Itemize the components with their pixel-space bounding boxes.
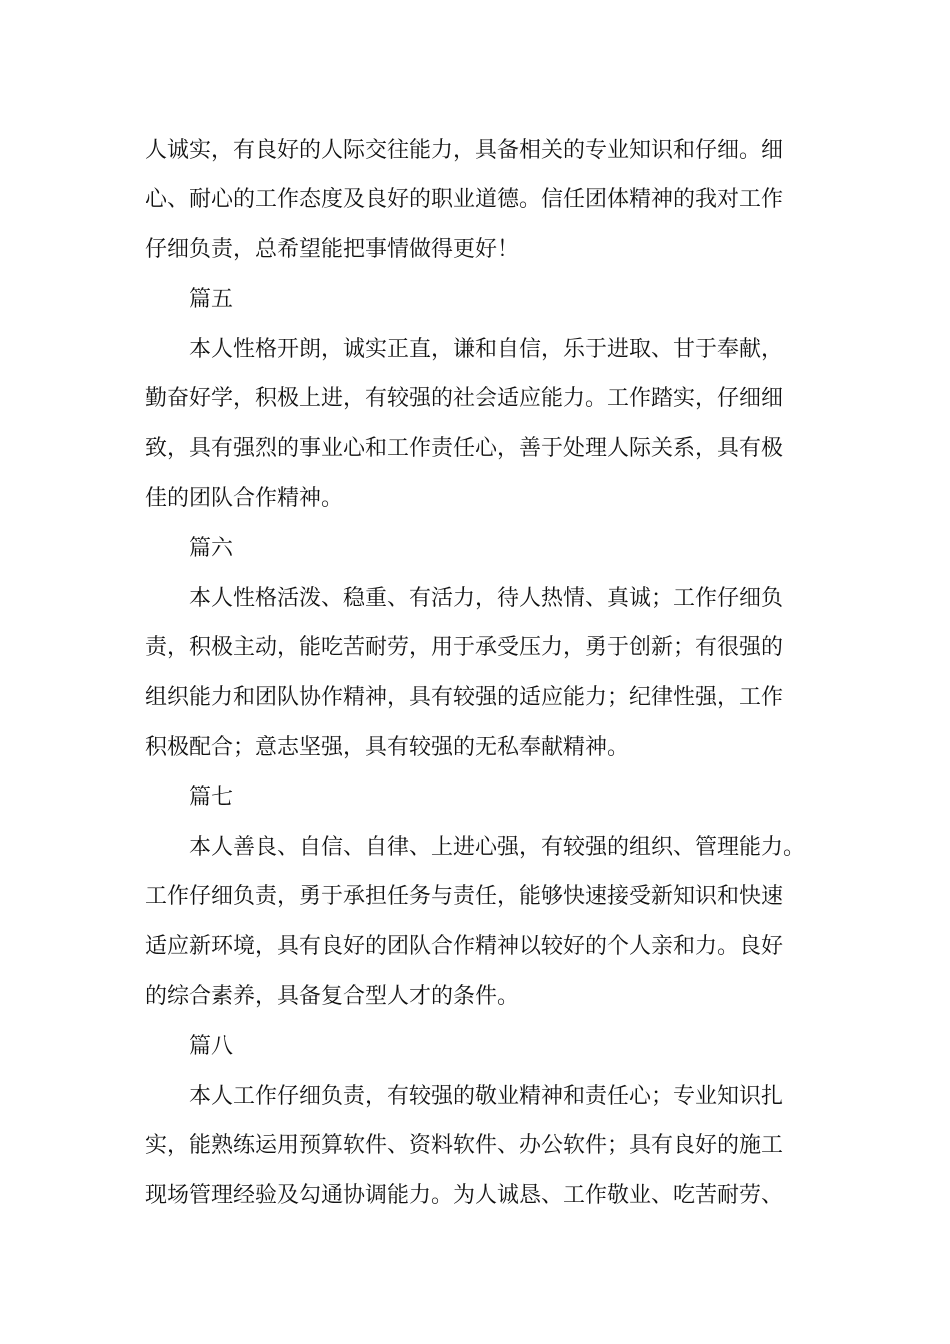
text-line: 责，积极主动，能吃苦耐劳，用于承受压力，勇于创新；有很强的 [145, 635, 784, 660]
text-line: 心、耐心的工作态度及良好的职业道德。信任团体精神的我对工作 [145, 187, 784, 212]
text-line: 的综合素养，具备复合型人才的条件。 [145, 984, 520, 1009]
text-line: 勤奋好学，积极上进，有较强的社会适应能力。工作踏实，仔细细 [145, 386, 784, 411]
text-line: 仔细负责，总希望能把事情做得更好！ [145, 237, 520, 262]
text-line: 现场管理经验及勾通协调能力。为人诚恳、工作敬业、吃苦耐劳、 [145, 1183, 784, 1208]
paragraph-first-line: 本人善良、自信、自律、上进心强，有较强的组织、管理能力。 [189, 835, 806, 860]
section-heading: 篇八 [189, 1034, 234, 1059]
section-heading: 篇五 [189, 287, 234, 312]
text-line: 积极配合；意志坚强，具有较强的无私奉献精神。 [145, 735, 630, 760]
text-line: 佳的团队合作精神。 [145, 486, 344, 511]
text-line: 适应新环境，具有良好的团队合作精神以较好的个人亲和力。良好 [145, 934, 784, 959]
text-line: 人诚实，有良好的人际交往能力，具备相关的专业知识和仔细。细 [145, 138, 784, 163]
text-line: 致，具有强烈的事业心和工作责任心，善于处理人际关系，具有极 [145, 436, 784, 461]
paragraph-first-line: 本人工作仔细负责，有较强的敬业精神和责任心；专业知识扎 [189, 1084, 784, 1109]
text-line: 组织能力和团队协作精神，具有较强的适应能力；纪律性强，工作 [145, 685, 784, 710]
section-heading: 篇六 [189, 536, 234, 561]
paragraph-first-line: 本人性格活泼、稳重、有活力，待人热情、真诚；工作仔细负 [189, 586, 784, 611]
text-line: 工作仔细负责，勇于承担任务与责任，能够快速接受新知识和快速 [145, 884, 784, 909]
paragraph-first-line: 本人性格开朗，诚实正直，谦和自信，乐于进取、甘于奉献， [189, 337, 784, 362]
text-line: 实，能熟练运用预算软件、资料软件、办公软件；具有良好的施工 [145, 1133, 784, 1158]
section-heading: 篇七 [189, 785, 234, 810]
